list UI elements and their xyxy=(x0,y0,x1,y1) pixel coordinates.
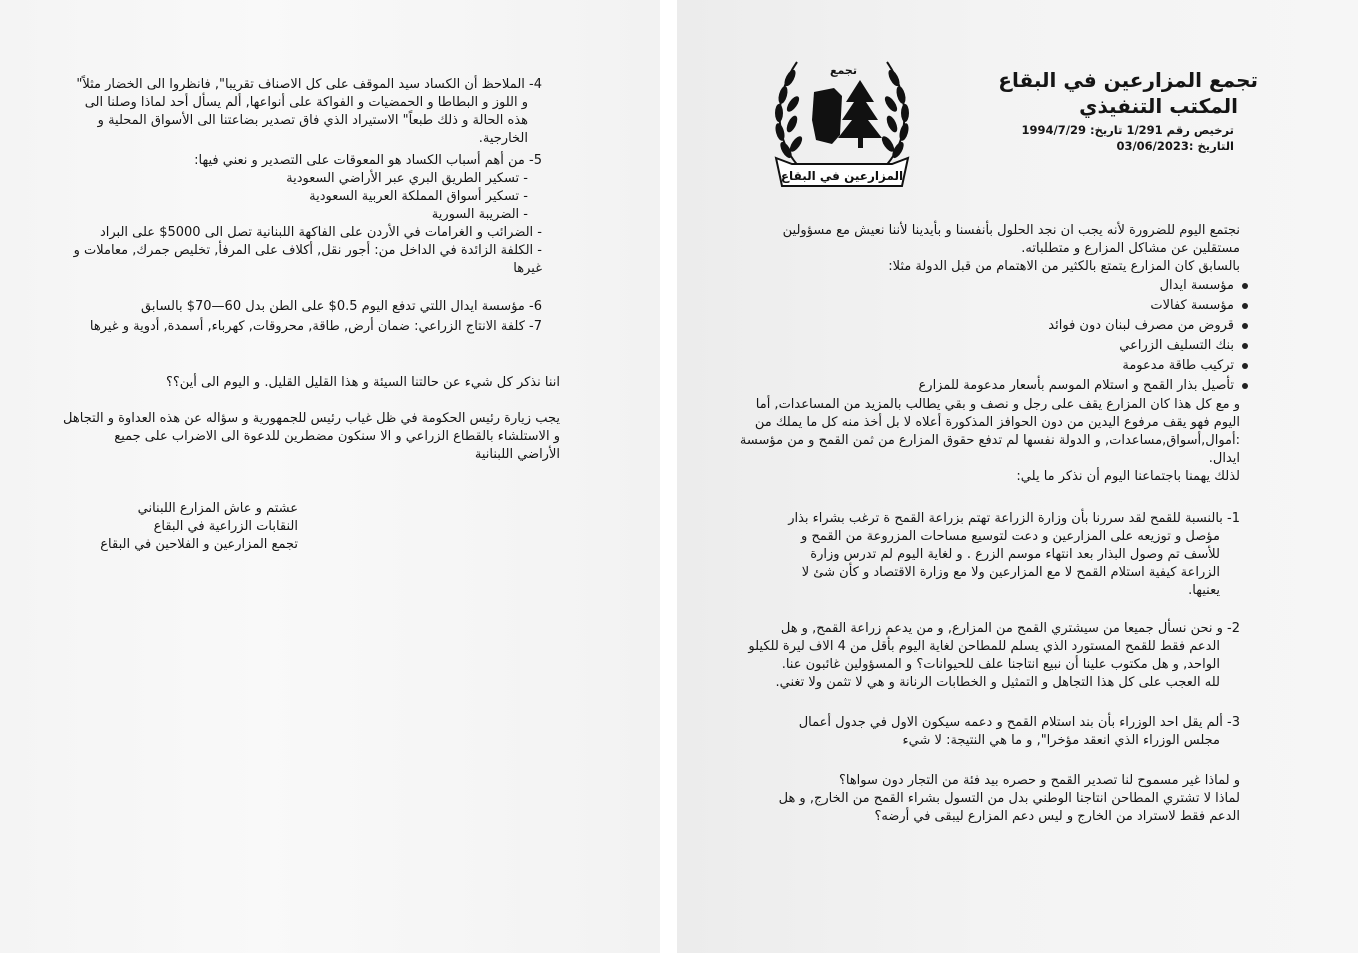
text-line: و الاستلشاء بالقطاع الزراعي و الا سنكون مضطرين للدعوة الى الاضراب على جميع xyxy=(114,429,560,444)
logo-ribbon-text: المزارعين في البقاع xyxy=(780,169,904,183)
bullet-icon xyxy=(1242,383,1248,389)
text-line: - الكلفة الزائدة في الداخل من: أجور نقل, أكلاف على المرفأ, تخليص جمرك, معاملات و xyxy=(73,243,542,258)
text-line: هذه الحالة و ذلك طبعاً" الاستيراد الذي فاق تصدير بضاعتنا الى الأسواق المحلية و xyxy=(97,113,528,128)
bullet-icon xyxy=(1242,283,1248,289)
text-line: الواحد, و هل مكتوب علينا أن نبيع انتاجنا علف للحيوانات؟ و المسؤولين غائبون عنا. xyxy=(781,657,1220,672)
text-line: - تسكير أسواق المملكة العربية السعودية xyxy=(309,189,528,204)
text-line: 5- من أهم أسباب الكساد هو المعوقات على التصدير و نعني فيها: xyxy=(194,153,542,168)
list-item: تأصيل بذار القمح و استلام الموسم بأسعار مدعومة للمزارع xyxy=(919,376,1248,396)
text-line: غيرها xyxy=(513,261,542,276)
text-line: ايدال. xyxy=(1208,451,1240,466)
logo-top-word: تجمع xyxy=(830,64,857,77)
item-4 xyxy=(76,76,542,148)
office-name: المكتب التنفيذي xyxy=(1079,94,1238,118)
intro-paragraph xyxy=(783,222,1240,276)
text-line: الخارجية. xyxy=(478,131,528,146)
text-line: لله العجب على كل هذا التجاهل و التمثيل و الخطابات الرنانة و هي لا تثمن ولا تغني. xyxy=(775,675,1220,690)
license-number: ترخيص رقم 1/291 تاريخ: 1994/7/29 xyxy=(1021,123,1234,137)
document-date: التاريخ :03/06/2023 xyxy=(1116,139,1234,153)
text-line: و مع كل هذا كان المزارع يقف على رجل و نصف و بقي يطالب بالمزيد من المساعدات, أما xyxy=(755,397,1240,412)
support-list xyxy=(919,276,1248,396)
list-item: بنك التسليف الزراعي xyxy=(919,336,1248,356)
signature-line: تجمع المزارعين و الفلاحين في البقاع xyxy=(100,537,298,552)
text-line: - تسكير الطريق البري عبر الأراضي السعودية xyxy=(286,171,528,186)
bullet-icon xyxy=(1242,363,1248,369)
bullet-icon xyxy=(1242,303,1248,309)
org-name: تجمع المزارعين في البقاع xyxy=(998,68,1258,92)
text-line: للأسف تم وصول البذار بعد انتهاء موسم الزرع . و لغاية اليوم لم تدرس وزارة xyxy=(810,547,1220,562)
item-1 xyxy=(788,510,1240,600)
text-line: اليوم فهو يقف مرفوع اليدين من دون الحوافز المذكورة أعلاه لا بل أخذ منه كل ما يملك من xyxy=(754,415,1240,430)
text-line: لماذا لا تشتري المطاحن انتاجنا الوطني بدل من التسول بشراء القمح من الخارج, و هل xyxy=(778,791,1240,806)
text-line: - الضرائب و الغرامات في الأردن على الفاكهة اللبنانية تصل الى 5000$ على البراد xyxy=(99,225,542,240)
text-line: لذلك يهمنا باجتماعنا اليوم أن نذكر ما يلي: xyxy=(1016,469,1240,484)
text-line: و لماذا غير مسموح لنا تصدير القمح و حصره بيد فئة من التجار دون سواها؟ xyxy=(838,773,1240,788)
text-line: :أموال,أسواق,مساعدات, و الدولة نفسها لم تدفع حقوق المزارع من ثمن القمح و من مؤسسة xyxy=(739,433,1240,448)
farmers-logo xyxy=(762,40,922,200)
signature-line: عشتم و عاش المزارع اللبناني xyxy=(137,501,298,516)
text-line: الأراضي اللبنانية xyxy=(474,447,560,462)
item-5 xyxy=(74,152,542,278)
list-item: قروض من مصرف لبنان دون فوائد xyxy=(919,316,1248,336)
situation-paragraph xyxy=(740,396,1240,486)
text-line: و اللوز و البطاطا و الحمضيات و الفواكة على أنواعها, ألم يسأل أحد لماذا وصلنا الى xyxy=(84,95,528,110)
text-line: 2- و نحن نسأل جميعا من سيشتري القمح من المزارع, و من يدعم زراعة القمح, و هل xyxy=(780,621,1240,636)
list-item: مؤسسة ايدال xyxy=(919,276,1248,296)
text-line: بالسابق كان المزارع يتمتع بالكثير من الاهتمام من قبل الدولة مثلا: xyxy=(888,259,1240,274)
text-line: - الضريبة السورية xyxy=(431,207,528,222)
item-2 xyxy=(748,620,1240,692)
text-line: يجب زيارة رئيس الحكومة في ظل غياب رئيس للجمهورية و سؤاله عن هذه العداوة و التجاهل xyxy=(63,411,560,426)
closing-paragraph xyxy=(63,410,560,464)
text-line: 4- الملاحظ أن الكساد سيد الموقف على كل الاصناف تقريبا", فانظروا الى الخضار مثلاً" xyxy=(76,77,542,92)
bullet-icon xyxy=(1242,323,1248,329)
signature-block xyxy=(100,500,298,554)
left-page xyxy=(0,0,660,953)
bullet-icon xyxy=(1242,343,1248,349)
item-6: 6- مؤسسة ايدال اللتي تدفع اليوم 0.5$ على الطن بدل 60—70$ بالسابق xyxy=(141,299,542,314)
text-line: 1- بالنسبة للقمح لقد سررنا بأن وزارة الزراعة تهتم بزراعة القمح ة ترغب بشراء بذار xyxy=(788,511,1240,526)
text-line: مستقلين عن مشاكل المزارع و متطلباته. xyxy=(1021,241,1240,256)
list-item: مؤسسة كفالات xyxy=(919,296,1248,316)
text-line: الدعم فقط لاستراد من الخارج و ليس دعم المزارع ليبقى في أرضه؟ xyxy=(874,809,1240,824)
text-line: نجتمع اليوم للضرورة لأنه يجب ان نجد الحلول بأنفسنا و بأيدينا لأننا نعيش مع مسؤولين xyxy=(782,223,1240,238)
text-line: الزراعة كيفية استلام القمح لا مع المزارعين ولا مع وزارة الاقتصاد و كأن شئ لا xyxy=(801,565,1220,580)
text-line: مجلس الوزراء الذي انعقد مؤخرا", و ما هي النتيجة: لا شيء xyxy=(902,733,1220,748)
final-questions xyxy=(779,772,1240,826)
text-line: 3- ألم يقل احد الوزراء بأن بند استلام القمح و دعمه سيكون الاول في جدول أعمال xyxy=(798,715,1240,730)
right-page xyxy=(677,0,1358,953)
question-line: اننا نذكر كل شيء عن حالتنا السيئة و هذا القليل القليل. و اليوم الى أين؟؟ xyxy=(165,375,560,390)
text-line: الدعم فقط للقمح المستورد الذي يسلم للمطاحن لغاية اليوم بأقل من 4 الاف ليرة للكيلو xyxy=(748,639,1220,654)
text-line: مؤصل و توزيعه على المزارعين و دعت لتوسيع مساحات المزروعة من القمح و xyxy=(801,529,1220,544)
list-item: تركيب طاقة مدعومة xyxy=(919,356,1248,376)
item-7: 7- كلفة الانتاج الزراعي: ضمان أرض, طاقة, محروقات, كهرباء, أسمدة, أدوية و غيرها xyxy=(89,319,542,334)
signature-line: النقابات الزراعية في البقاع xyxy=(153,519,298,534)
page-gutter xyxy=(660,0,677,953)
text-line: يعنيها. xyxy=(1188,583,1220,598)
item-3 xyxy=(799,714,1240,750)
